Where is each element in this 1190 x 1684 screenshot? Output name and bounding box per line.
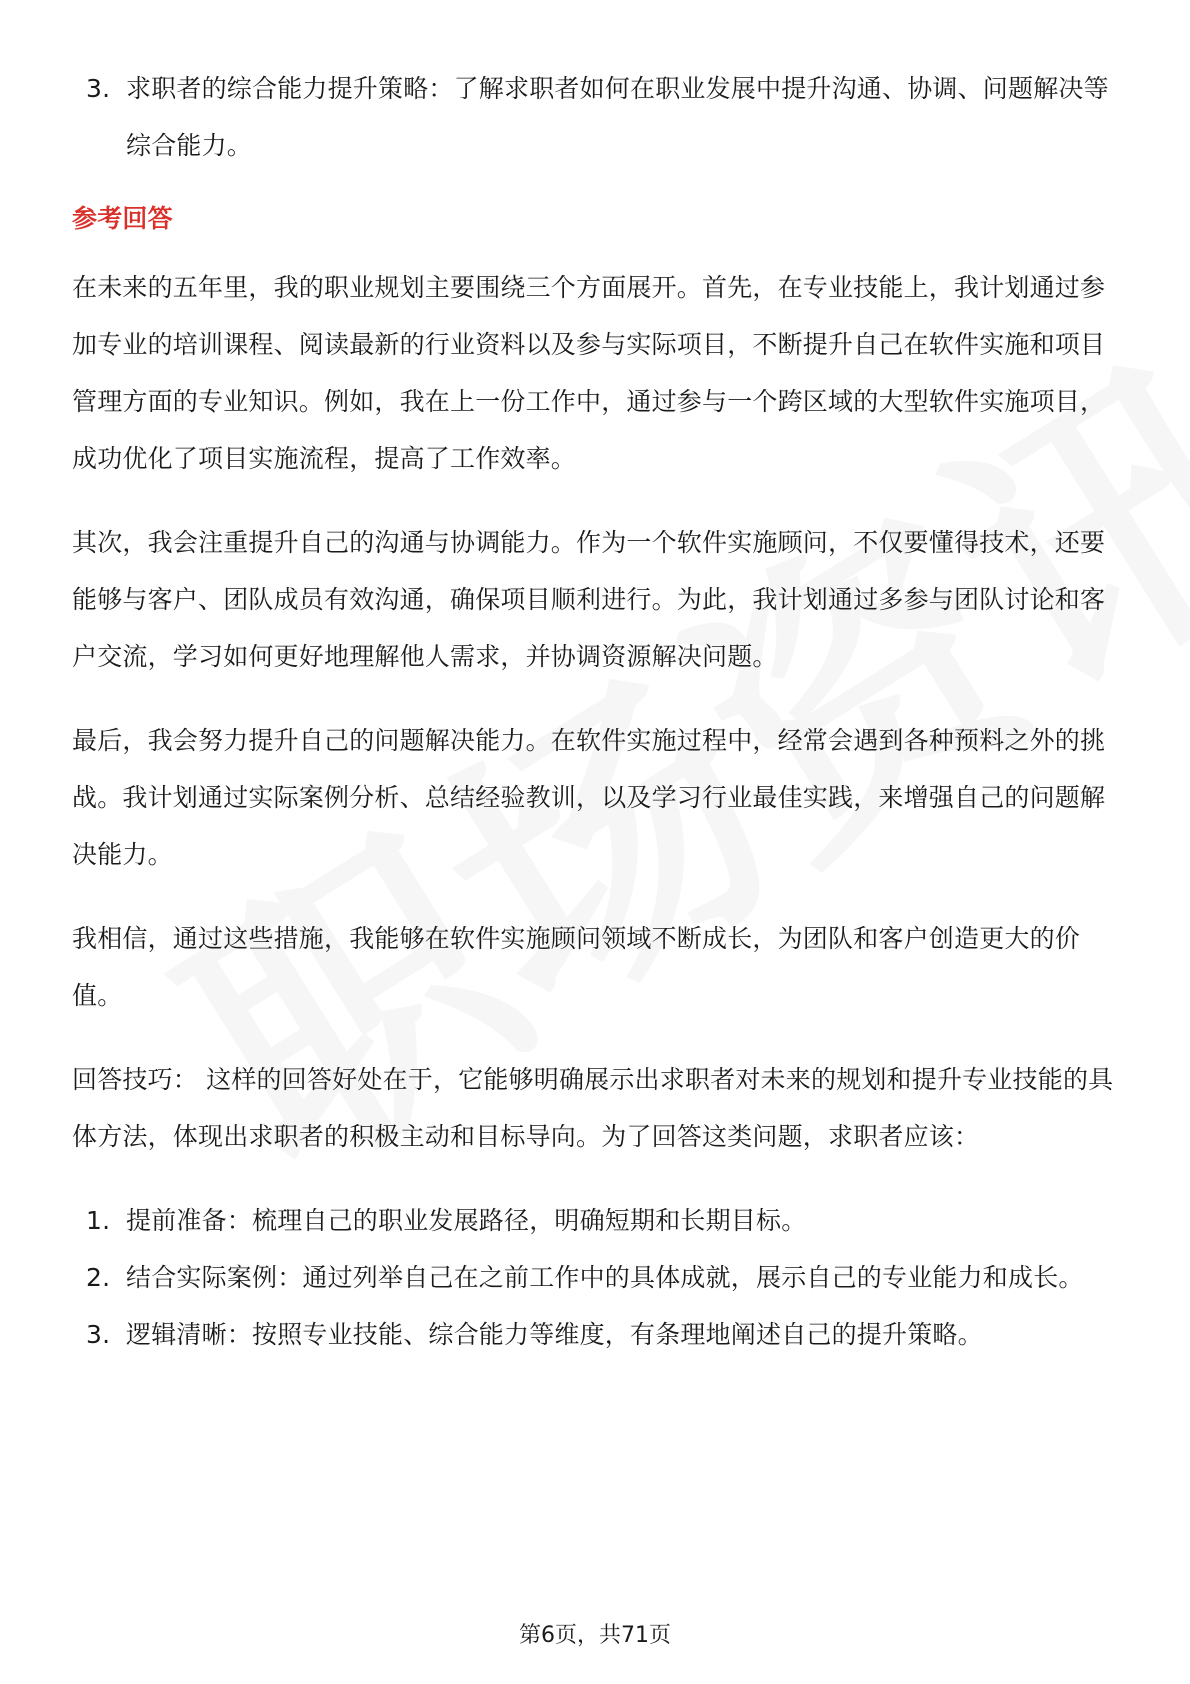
list-item [72,60,1118,174]
answer-paragraph: 最后，我会努力提升自己的问题解决能力。在软件实施过程中，经常会遇到各种预料之外的挑战。我计划通过实际案例分析、总结经验教训，以及学习行业最佳实践，来增强自己的问题解决能力。 [72,726,1106,869]
list-item-number: 3. [86,74,111,103]
answer-paragraph: 我相信，通过这些措施，我能够在软件实施顾问领域不断成长，为团队和客户创造更大的价值。 [72,924,1081,1010]
tips-intro-paragraph: 回答技巧： 这样的回答好处在于，它能够明确展示出求职者对未来的规划和提升专业技能的具体方法，体现出求职者的积极主动和目标导向。为了回答这类问题，求职者应该： [72,1065,1114,1151]
list-item-text: 提前准备：梳理自己的职业发展路径，明确短期和长期目标。 [126,1206,807,1235]
list-item-number: 1. [86,1206,111,1235]
list-item [72,1192,1118,1249]
list-item-number: 2. [86,1263,111,1292]
answer-paragraph: 其次，我会注重提升自己的沟通与协调能力。作为一个软件实施顾问，不仅要懂得技术，还要能够与客户、团队成员有效沟通，确保项目顺利进行。为此，我计划通过多参与团队讨论和客户交流，学习如何更好地理解他人需求，并协调资源解决问题。 [72,528,1106,671]
list-item-text: 结合实际案例：通过列举自己在之前工作中的具体成就，展示自己的专业能力和成长。 [126,1263,1084,1292]
page-footer: 第6页，共71页 [519,1623,671,1648]
tips-list [72,1192,1118,1363]
list-item [72,1249,1118,1306]
answer-paragraph: 在未来的五年里，我的职业规划主要围绕三个方面展开。首先，在专业技能上，我计划通过参加专业的培训课程、阅读最新的行业资料以及参与实际项目，不断提升自己在软件实施和项目管理方面的专业知识。例如，我在上一份工作中，通过参与一个跨区域的大型软件实施项目，成功优化了项目实施流程，提高了工作效率。 [72,273,1106,473]
list-item-text: 逻辑清晰：按照专业技能、综合能力等维度，有条理地阐述自己的提升策略。 [126,1320,983,1349]
list-item-text: 求职者的综合能力提升策略：了解求职者如何在职业发展中提升沟通、协调、问题解决等综合能力。 [126,74,1109,160]
list-item [72,1306,1118,1363]
answer-heading: 参考回答 [72,204,173,233]
page-content [72,60,1118,1363]
criteria-list [72,60,1118,174]
list-item-number: 3. [86,1320,111,1349]
